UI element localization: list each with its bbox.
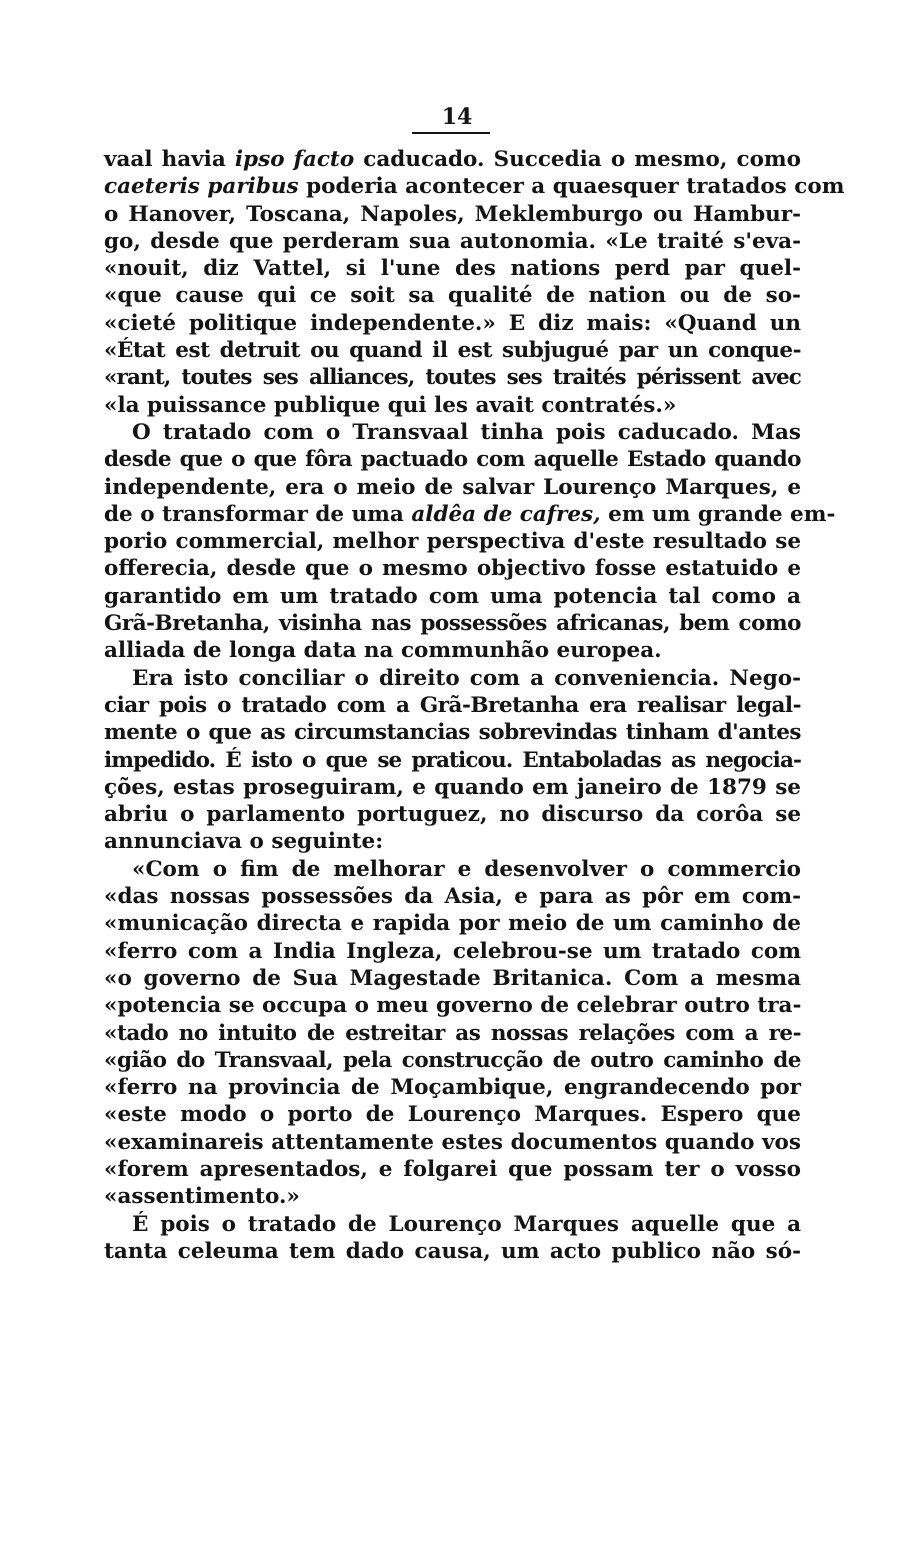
text-line: «gião do Transvaal, pela construcção de outro caminho de [104, 1047, 801, 1073]
text-line: independente, era o meio de salvar Lourenço Marques, e [104, 474, 801, 500]
text-line: «ferro na provincia de Moçambique, engrandecendo por [104, 1075, 801, 1101]
text-line: o Hanover, Toscana, Napoles, Meklemburgo ou Hambur- [104, 201, 801, 227]
page-number: 14 [441, 104, 473, 130]
text-line: «forem apresentados, e folgarei que possam ter o vosso [104, 1156, 801, 1182]
text-line: «État est detruit ou quand il est subjugué par un conque- [104, 338, 801, 364]
text-line: «este modo o porto de Lourenço Marques. Espero que [104, 1102, 801, 1128]
text-line: «que cause qui ce soit sa qualité de nation ou de so- [104, 283, 801, 309]
text-line: O tratado com o Transvaal tinha pois caducado. Mas [132, 419, 801, 445]
text-line: «la puissance publique qui les avait contratés.» [104, 392, 677, 418]
body-text [104, 146, 845, 1265]
page-header [0, 104, 900, 130]
text-line: desde que o que fôra pactuado com aquelle Estado quando [104, 447, 801, 473]
text-line: «examinareis attentamente estes documentos quando vos [104, 1129, 801, 1155]
text-line: «assentimento.» [104, 1184, 300, 1210]
text-line: annunciava o seguinte: [104, 829, 384, 855]
text-line: mente o que as circumstancias sobrevindas tinham d'antes [104, 720, 801, 746]
text-line: É pois o tratado de Lourenço Marques aquelle que a [132, 1211, 801, 1237]
text-line: «potencia se occupa o meu governo de celebrar outro tra- [104, 993, 802, 1019]
text-line: «tado no intuito de estreitar as nossas relações com a re- [104, 1020, 801, 1046]
text-line: tanta celeuma tem dado causa, um acto publico não só- [104, 1238, 801, 1264]
text-line: ções, estas proseguiram, e quando em janeiro de 1879 se [104, 774, 801, 800]
italic-phrase: aldêa de cafres, [411, 501, 601, 527]
text-line: vaal havia ipso facto caducado. Succedia o mesmo, como [104, 147, 801, 172]
text-line: «das nossas possessões da Asia, e para as pôr em com- [104, 884, 801, 910]
text-line: «ferro com a India Ingleza, celebrou-se um tratado com [104, 938, 801, 964]
italic-phrase: caeteris paribus [104, 174, 299, 200]
text-line: go, desde que perderam sua autonomia. «Le traité s'eva- [104, 228, 801, 254]
text-line: «Com o fim de melhorar e desenvolver o commercio [132, 856, 801, 882]
text-line: abriu o parlamento portuguez, no discurso da corôa se [104, 802, 801, 828]
text-line: caeteris paribus poderia acontecer a quaesquer tratados com [104, 174, 845, 200]
text-line: garantido em um tratado com uma potencia tal como a [104, 583, 801, 609]
text-line: offerecia, desde que o mesmo objectivo fosse estatuido e [104, 556, 801, 582]
text-line: «nouit, diz Vattel, si l'une des nations perd par quel- [104, 256, 801, 282]
text-line: impedido. É isto o que se praticou. Entaboladas as negocia- [104, 747, 801, 773]
text-line: «municação directa e rapida por meio de um caminho de [104, 911, 801, 937]
text-line: ciar pois o tratado com a Grã-Bretanha era realisar legal- [104, 692, 801, 718]
text-line: alliada de longa data na communhão europea. [104, 638, 662, 664]
text-line: Grã-Bretanha, visinha nas possessões africanas, bem como [104, 611, 801, 637]
text-line: de o transformar de uma aldêa de cafres, em um grande em- [104, 501, 836, 527]
text-line: «rant, toutes ses alliances, toutes ses traités périssent avec [104, 365, 801, 391]
text-line: «cieté politique independente.» E diz mais: «Quand un [104, 310, 801, 336]
italic-phrase: ipso facto [234, 147, 355, 172]
header-rule [412, 132, 490, 134]
text-line: porio commercial, melhor perspectiva d'este resultado se [104, 529, 801, 555]
text-line: Era isto conciliar o direito com a conveniencia. Nego- [132, 665, 801, 691]
text-line: «o governo de Sua Magestade Britanica. Com a mesma [104, 965, 801, 991]
